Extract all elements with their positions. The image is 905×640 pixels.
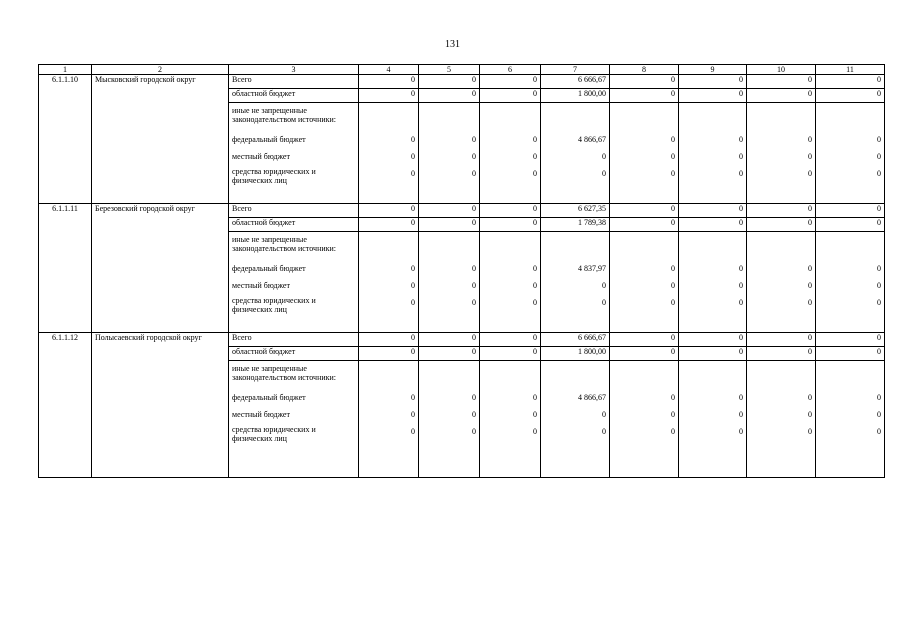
value-cell: 0 xyxy=(679,204,747,218)
value-cell: 0 xyxy=(610,333,679,347)
value-cell: 0 xyxy=(816,204,885,218)
row-legal-entities-label: средства юридических и физических лиц xyxy=(229,296,359,333)
value-cell: 0 xyxy=(419,347,480,361)
value-cell xyxy=(419,106,480,135)
value-cell: 0 xyxy=(359,135,419,152)
value-cell: 0 xyxy=(816,393,885,410)
value-cell: 4 866,67 xyxy=(541,135,610,152)
value-cell: 0 xyxy=(816,296,885,333)
value-cell: 0 xyxy=(610,167,679,204)
value-cell: 0 xyxy=(747,347,816,361)
row-local-label: местный бюджет xyxy=(229,281,359,296)
section-code: 6.1.1.10 xyxy=(39,75,92,204)
value-cell xyxy=(816,364,885,393)
value-cell: 0 xyxy=(541,167,610,204)
value-cell: 0 xyxy=(816,75,885,89)
value-cell: 6 627,35 xyxy=(541,204,610,218)
value-cell: 0 xyxy=(480,393,541,410)
value-cell: 4 837,97 xyxy=(541,264,610,281)
row-federal-label: федеральный бюджет xyxy=(229,393,359,410)
value-cell xyxy=(679,364,747,393)
value-cell: 0 xyxy=(816,264,885,281)
row-total-label: Всего xyxy=(229,75,359,89)
value-cell: 0 xyxy=(747,89,816,103)
value-cell: 0 xyxy=(747,296,816,333)
value-cell: 0 xyxy=(747,281,816,296)
value-cell: 0 xyxy=(747,167,816,204)
value-cell xyxy=(541,364,610,393)
value-cell: 0 xyxy=(679,75,747,89)
value-cell: 0 xyxy=(359,425,419,478)
value-cell: 0 xyxy=(816,135,885,152)
column-header: 2 xyxy=(92,65,229,75)
value-cell: 0 xyxy=(747,333,816,347)
value-cell: 0 xyxy=(541,281,610,296)
value-cell: 0 xyxy=(610,218,679,232)
value-cell: 0 xyxy=(679,89,747,103)
value-cell: 0 xyxy=(679,410,747,425)
column-header: 6 xyxy=(480,65,541,75)
value-cell: 0 xyxy=(419,264,480,281)
value-cell: 4 866,67 xyxy=(541,393,610,410)
value-cell: 0 xyxy=(480,218,541,232)
value-cell xyxy=(610,106,679,135)
value-cell: 0 xyxy=(419,393,480,410)
value-cell: 1 800,00 xyxy=(541,89,610,103)
value-cell xyxy=(747,106,816,135)
value-cell xyxy=(419,235,480,264)
value-cell: 0 xyxy=(480,135,541,152)
column-header: 7 xyxy=(541,65,610,75)
value-cell: 0 xyxy=(816,167,885,204)
value-cell: 0 xyxy=(480,333,541,347)
value-cell: 0 xyxy=(747,218,816,232)
column-header: 9 xyxy=(679,65,747,75)
value-cell xyxy=(480,364,541,393)
value-cell: 0 xyxy=(610,347,679,361)
table-row xyxy=(39,75,885,89)
value-cell: 0 xyxy=(359,410,419,425)
value-cell: 0 xyxy=(610,75,679,89)
column-header: 8 xyxy=(610,65,679,75)
value-cell: 1 789,38 xyxy=(541,218,610,232)
value-cell: 0 xyxy=(419,204,480,218)
table-row xyxy=(39,333,885,347)
value-cell xyxy=(747,235,816,264)
value-cell: 0 xyxy=(747,135,816,152)
value-cell: 0 xyxy=(610,393,679,410)
value-cell: 6 666,67 xyxy=(541,333,610,347)
value-cell: 0 xyxy=(480,89,541,103)
value-cell: 0 xyxy=(747,425,816,478)
value-cell: 0 xyxy=(679,167,747,204)
value-cell: 0 xyxy=(816,218,885,232)
value-cell: 0 xyxy=(359,89,419,103)
column-header: 11 xyxy=(816,65,885,75)
value-cell xyxy=(541,235,610,264)
value-cell: 0 xyxy=(480,75,541,89)
value-cell: 0 xyxy=(610,296,679,333)
value-cell: 0 xyxy=(480,281,541,296)
value-cell: 0 xyxy=(747,152,816,167)
page-number: 131 xyxy=(445,39,460,50)
value-cell: 0 xyxy=(816,425,885,478)
value-cell xyxy=(679,106,747,135)
value-cell: 0 xyxy=(480,410,541,425)
value-cell: 0 xyxy=(480,152,541,167)
value-cell xyxy=(679,235,747,264)
value-cell: 0 xyxy=(480,296,541,333)
value-cell: 0 xyxy=(747,204,816,218)
value-cell: 0 xyxy=(419,425,480,478)
value-cell: 6 666,67 xyxy=(541,75,610,89)
value-cell: 0 xyxy=(816,152,885,167)
value-cell: 0 xyxy=(359,75,419,89)
value-cell: 0 xyxy=(480,264,541,281)
column-header: 1 xyxy=(39,65,92,75)
column-header: 10 xyxy=(747,65,816,75)
value-cell: 0 xyxy=(679,218,747,232)
value-cell: 0 xyxy=(747,393,816,410)
value-cell: 0 xyxy=(747,75,816,89)
value-cell: 0 xyxy=(419,296,480,333)
value-cell: 0 xyxy=(610,204,679,218)
value-cell: 0 xyxy=(816,281,885,296)
section-code: 6.1.1.11 xyxy=(39,204,92,333)
value-cell: 0 xyxy=(747,410,816,425)
value-cell: 0 xyxy=(480,347,541,361)
value-cell: 0 xyxy=(419,218,480,232)
value-cell: 0 xyxy=(816,333,885,347)
row-total-label: Всего xyxy=(229,204,359,218)
section-name: Полысаевский городской округ xyxy=(92,333,229,478)
column-header: 5 xyxy=(419,65,480,75)
value-cell: 0 xyxy=(610,410,679,425)
section-code: 6.1.1.12 xyxy=(39,333,92,478)
value-cell: 0 xyxy=(419,135,480,152)
value-cell: 0 xyxy=(419,152,480,167)
value-cell: 0 xyxy=(679,393,747,410)
column-header: 4 xyxy=(359,65,419,75)
row-regional-label: областной бюджет xyxy=(229,89,359,103)
value-cell: 0 xyxy=(679,296,747,333)
row-local-label: местный бюджет xyxy=(229,152,359,167)
value-cell xyxy=(816,235,885,264)
value-cell: 0 xyxy=(480,204,541,218)
row-other-sources-label: иные не запрещенные законодательством источники: xyxy=(229,106,359,135)
value-cell: 0 xyxy=(359,281,419,296)
table-row xyxy=(39,204,885,218)
column-header: 3 xyxy=(229,65,359,75)
row-federal-label: федеральный бюджет xyxy=(229,264,359,281)
section-name: Мысковский городской округ xyxy=(92,75,229,204)
row-regional-label: областной бюджет xyxy=(229,347,359,361)
row-legal-entities-label: средства юридических и физических лиц xyxy=(229,425,359,478)
header-row xyxy=(39,65,885,75)
value-cell: 0 xyxy=(419,167,480,204)
value-cell: 0 xyxy=(679,347,747,361)
value-cell: 0 xyxy=(610,135,679,152)
value-cell: 0 xyxy=(610,152,679,167)
value-cell xyxy=(480,235,541,264)
value-cell: 0 xyxy=(480,167,541,204)
value-cell: 0 xyxy=(816,347,885,361)
value-cell xyxy=(359,106,419,135)
row-regional-label: областной бюджет xyxy=(229,218,359,232)
value-cell: 0 xyxy=(359,264,419,281)
value-cell xyxy=(359,235,419,264)
value-cell: 0 xyxy=(359,204,419,218)
value-cell: 0 xyxy=(359,152,419,167)
value-cell: 0 xyxy=(419,410,480,425)
value-cell: 0 xyxy=(679,152,747,167)
value-cell xyxy=(610,235,679,264)
value-cell: 0 xyxy=(610,89,679,103)
value-cell: 0 xyxy=(359,167,419,204)
value-cell: 0 xyxy=(359,296,419,333)
budget-table xyxy=(38,64,885,478)
value-cell: 0 xyxy=(679,425,747,478)
value-cell: 0 xyxy=(747,264,816,281)
value-cell: 0 xyxy=(541,152,610,167)
value-cell: 0 xyxy=(541,410,610,425)
value-cell: 0 xyxy=(359,218,419,232)
value-cell: 0 xyxy=(480,425,541,478)
value-cell xyxy=(541,106,610,135)
row-federal-label: федеральный бюджет xyxy=(229,135,359,152)
value-cell: 0 xyxy=(419,333,480,347)
row-total-label: Всего xyxy=(229,333,359,347)
value-cell: 0 xyxy=(419,281,480,296)
value-cell xyxy=(419,364,480,393)
value-cell xyxy=(747,364,816,393)
value-cell xyxy=(480,106,541,135)
value-cell: 0 xyxy=(419,75,480,89)
row-other-sources-label: иные не запрещенные законодательством источники: xyxy=(229,235,359,264)
value-cell: 0 xyxy=(541,425,610,478)
value-cell: 0 xyxy=(679,333,747,347)
row-legal-entities-label: средства юридических и физических лиц xyxy=(229,167,359,204)
value-cell xyxy=(816,106,885,135)
value-cell: 0 xyxy=(679,135,747,152)
row-local-label: местный бюджет xyxy=(229,410,359,425)
value-cell: 0 xyxy=(359,347,419,361)
value-cell: 0 xyxy=(610,425,679,478)
value-cell: 0 xyxy=(359,393,419,410)
value-cell xyxy=(610,364,679,393)
value-cell: 0 xyxy=(679,281,747,296)
value-cell: 0 xyxy=(679,264,747,281)
value-cell: 0 xyxy=(610,264,679,281)
value-cell: 0 xyxy=(359,333,419,347)
value-cell: 0 xyxy=(816,89,885,103)
value-cell: 0 xyxy=(816,410,885,425)
value-cell xyxy=(359,364,419,393)
value-cell: 0 xyxy=(541,296,610,333)
value-cell: 0 xyxy=(419,89,480,103)
value-cell: 0 xyxy=(610,281,679,296)
section-name: Березовский городской округ xyxy=(92,204,229,333)
value-cell: 1 800,00 xyxy=(541,347,610,361)
row-other-sources-label: иные не запрещенные законодательством источники: xyxy=(229,364,359,393)
